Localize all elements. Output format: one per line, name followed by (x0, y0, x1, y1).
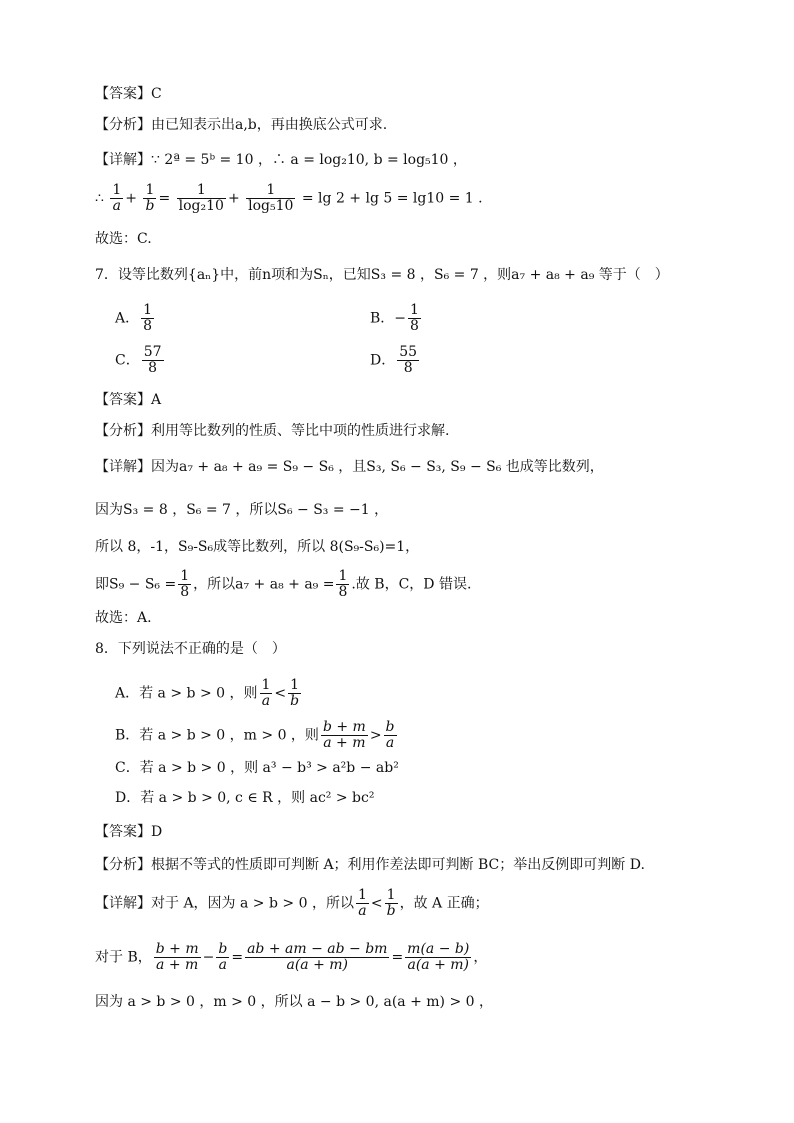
answer-tag: 【答案】 (95, 824, 151, 840)
answer-value: C (151, 86, 162, 102)
q8-option-d: D．若 a > b > 0, c ∈ R ，则 ac² > bc² (115, 790, 375, 806)
q7-option-a (115, 303, 156, 334)
option-fraction: $\frac{1}{8}$ (143, 302, 153, 334)
fraction: $\frac{1}{a}$ (357, 887, 367, 919)
q7-detail-line-4 (95, 569, 471, 600)
option-fraction: $\frac{1}{8}$ (410, 302, 419, 334)
answer-tag: 【答案】 (95, 86, 151, 102)
analysis-tag: 【分析】 (95, 117, 151, 133)
q7-analysis (95, 421, 449, 441)
option-fraction: $\frac{b}{a}$ (385, 719, 395, 751)
q6-conclusion: 故选：C. (95, 231, 152, 247)
analysis-text: 根据不等式的性质即可判断 A；利用作差法即可判断 BC；举出反例即可判断 D. (151, 857, 645, 873)
q8-detail-line-3: 因为 a > b > 0 ，m > 0 ，所以 a − b > 0, a(a + m) > 0 ， (95, 994, 493, 1010)
fraction: $\frac{1}{\text{log₅10}}$ (248, 182, 294, 214)
q7-answer (95, 390, 161, 410)
detail-text: 因为a₇ + a₈ + a₉ = S₉ − S₆ ，且S₃, S₆ − S₃, S₉ − S₆ 也成等比数列， (151, 459, 604, 475)
q8-option-a (115, 678, 303, 709)
q7-option-b (370, 303, 423, 334)
analysis-tag: 【分析】 (95, 857, 151, 873)
analysis-text: 由已知表示出a,b，再由换底公式可求. (151, 117, 388, 133)
q7-option-c (115, 345, 166, 376)
q7-detail-line-3: 所以 8，-1，S₉-S₆成等比数列，所以 8(S₉-S₆)=1， (95, 539, 420, 555)
therefore-symbol: ∴ (95, 190, 104, 207)
answer-tag: 【答案】 (95, 392, 151, 408)
detail-text: ， (473, 949, 488, 966)
q6-answer (95, 84, 162, 104)
q8-analysis (95, 855, 645, 875)
fraction: $\frac{m(a - b)}{a(a + m)}$ (407, 941, 470, 973)
detail-text: 对于 A，因为 a > b > 0 ，所以 (151, 895, 354, 912)
option-fraction: $\frac{1}{a}$ (261, 677, 271, 709)
q8-option-c: C．若 a > b > 0 ，则 a³ − b³ > a²b − ab² (115, 760, 399, 776)
option-fraction: $\frac{55}{8}$ (399, 344, 418, 376)
option-label: A． (115, 310, 140, 327)
fraction: $\frac{1}{b}$ (145, 182, 155, 214)
q8-detail-line-1: 【详解】对于 A，因为 a > b > 0 ，所以 $\frac{1}{a}$ < $\frac{1}{b}$ ，故 A 正确； (95, 887, 489, 919)
fraction: $\frac{b + m}{a + m}$ (155, 941, 199, 973)
greater-than-symbol: > (369, 727, 382, 744)
q8-stem: 8．下列说法不正确的是（ ） (95, 641, 286, 657)
detail-tag: 【详解】 (95, 152, 151, 168)
detail-result: = lg 2 + lg 5 = lg10 = 1 . (301, 190, 483, 207)
analysis-text: 利用等比数列的性质、等比中项的性质进行求解. (151, 423, 450, 439)
q7-detail-line-2: 因为S₃ = 8 ，S₆ = 7 ，所以S₆ − S₃ = −1 ， (95, 502, 389, 518)
fraction: $\frac{1}{8}$ (180, 568, 190, 600)
less-than-symbol: < (274, 685, 287, 702)
option-fraction: $\frac{b + m}{a + m}$ (322, 719, 366, 751)
option-text: A．若 a > b > 0 ，则 (115, 685, 258, 702)
fraction: $\frac{b}{a}$ (218, 941, 228, 973)
detail-text: ，所以a₇ + a₈ + a₉ = (193, 576, 335, 593)
q6-detail-line-2: ∴ $\frac{1}{a}$ + $\frac{1}{b}$ = $\frac{1}{\text{log₂10}}$ + $\frac{1}{\text{log₅10}}$ = lg 2 + lg 5 = lg10 = 1 . (95, 182, 483, 214)
answer-value: D (151, 824, 163, 840)
option-label: B． (370, 310, 395, 327)
option-text: B．若 a > b > 0 ，m > 0 ，则 (115, 727, 319, 744)
q6-detail-line-1 (95, 150, 467, 170)
detail-text: 即S₉ − S₆ = (95, 576, 177, 593)
option-sign: − (394, 310, 407, 327)
fraction: $\frac{1}{8}$ (338, 568, 348, 600)
detail-text: .故 B，C，D 错误. (351, 576, 472, 593)
q7-detail-line-1 (95, 457, 604, 477)
option-label: C． (115, 352, 140, 369)
minus-symbol: − (202, 949, 215, 966)
detail-text: 对于 B， (95, 949, 152, 966)
fraction: $\frac{1}{b}$ (386, 887, 396, 919)
q6-analysis (95, 115, 387, 135)
equals-symbol: = (231, 949, 244, 966)
q7-option-d (370, 345, 421, 376)
detail-tag: 【详解】 (95, 459, 151, 475)
q7-stem: 7．设等比数列{aₙ}中，前n项和为Sₙ，已知S₃ = 8 ，S₆ = 7 ，则a₇ + a₈ + a₉ 等于（ ） (95, 267, 669, 283)
option-label: D． (370, 352, 396, 369)
analysis-tag: 【分析】 (95, 423, 151, 439)
option-fraction: $\frac{1}{b}$ (290, 677, 300, 709)
equals-symbol: = (391, 949, 404, 966)
detail-text: ，故 A 正确； (399, 895, 489, 912)
q8-detail-line-2 (95, 942, 487, 973)
q8-answer (95, 822, 162, 842)
detail-tag: 【详解】 (95, 895, 151, 912)
q7-conclusion: 故选：A. (95, 610, 152, 626)
q8-option-b (115, 720, 399, 751)
fraction: $\frac{1}{\text{log₂10}}$ (178, 182, 224, 214)
detail-text: ∵ 2ª = 5ᵇ = 10 ，∴ a = log₂10, b = log₅10 ， (151, 152, 467, 168)
fraction: $\frac{1}{a}$ (112, 182, 122, 214)
option-fraction: $\frac{57}{8}$ (143, 344, 162, 376)
fraction: $\frac{ab + am - ab - bm}{a(a + m)}$ (247, 941, 388, 973)
answer-value: A (151, 392, 162, 408)
